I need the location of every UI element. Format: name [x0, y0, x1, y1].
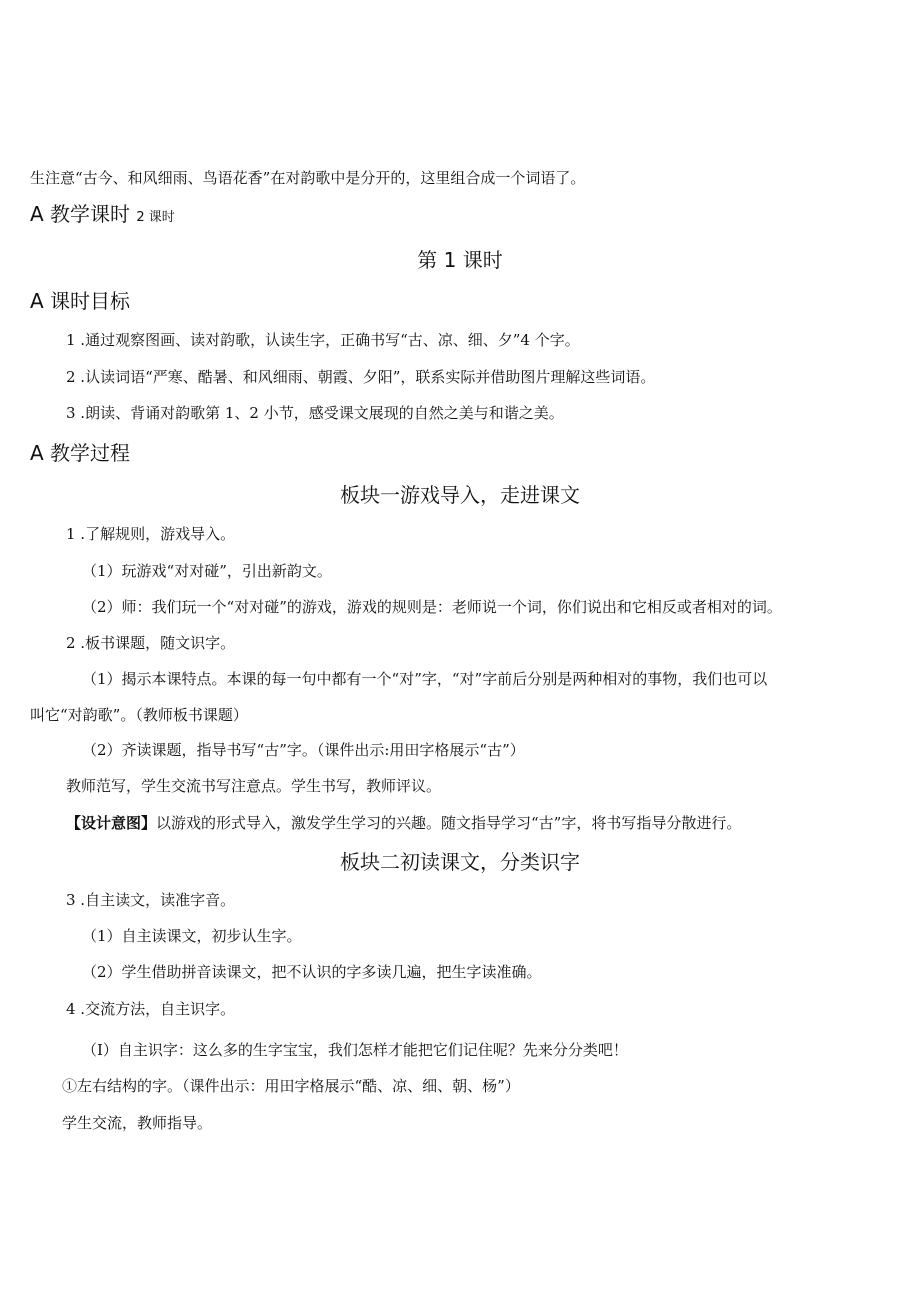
design-intent-text: 以游戏的形式导入，激发学生学习的兴趣。随文指导学习“古”字，将书写指导分散进行。: [156, 814, 742, 832]
block2-line: 4 .交流方法，自主识字。: [66, 1000, 236, 1018]
block2-title: 板块二初读课文，分类识字: [340, 850, 580, 874]
teaching-hours-label: A 教学课时: [30, 202, 131, 226]
block2-line: （I）自主识字：这么多的生字宝宝，我们怎样才能把它们记住呢？先来分分类吧！: [82, 1041, 628, 1059]
block1-line: 叫它“对韵歌”。（教师板书课题）: [30, 706, 248, 724]
objective-item: 2 .认读词语“严寒、酷暑、和风细雨、朝霞、夕阳”，联系实际并借助图片理解这些词语。: [66, 368, 656, 386]
intro-paragraph: 生注意“古今、和风细雨、鸟语花香”在对韵歌中是分开的，这里组合成一个词语了。: [30, 169, 586, 187]
design-intent: [66, 813, 741, 833]
lesson-title: 第 1 课时: [417, 248, 503, 272]
block2-line: （1）自主读课文，初步认生字。: [82, 927, 302, 945]
objectives-heading: A 课时目标: [30, 289, 131, 313]
design-intent-label: 【设计意图】: [66, 814, 157, 832]
teaching-hours-value: 2 课时: [136, 210, 175, 225]
block1-title: 板块一游戏导入，走进课文: [340, 483, 580, 507]
block1-line: 教师范写，学生交流书写注意点。学生书写，教师评议。: [66, 777, 442, 795]
block1-line: （1）玩游戏“对对碰”，引出新韵文。: [82, 562, 332, 580]
block1-line: （1）揭示本课特点。本课的每一句中都有一个“对”字，“对”字前后分别是两种相对的事物，我们也可以: [82, 670, 768, 688]
block2-line: （2）学生借助拼音读课文，把不认识的字多读几遍，把生字读准确。: [82, 963, 542, 981]
process-heading: A 教学过程: [30, 441, 131, 465]
block2-line: 学生交流，教师指导。: [62, 1114, 213, 1132]
block2-line: ①左右结构的字。（课件出示：用田字格展示“酷、凉、细、朝、杨”）: [62, 1077, 520, 1095]
block1-line: 1 .了解规则，游戏导入。: [66, 525, 236, 543]
objective-item: 1 .通过观察图画、读对韵歌，认读生字，正确书写“古、凉、细、夕”4 个字。: [66, 331, 580, 349]
block1-line: （2）齐读课题，指导书写“古”字。（课件出示:用田字格展示“古”）: [82, 741, 525, 759]
block1-line: 2 .板书课题，随文识字。: [66, 634, 236, 652]
objective-item: 3 .朗读、背诵对韵歌第 1、2 小节，感受课文展现的自然之美与和谐之美。: [66, 404, 564, 422]
block2-line: 3 .自主读文，读准字音。: [66, 891, 236, 909]
teaching-hours-heading: [30, 201, 175, 231]
block1-line: （2）师：我们玩一个“对对碰”的游戏，游戏的规则是：老师说一个词，你们说出和它相反或者相对的词。: [82, 598, 782, 616]
